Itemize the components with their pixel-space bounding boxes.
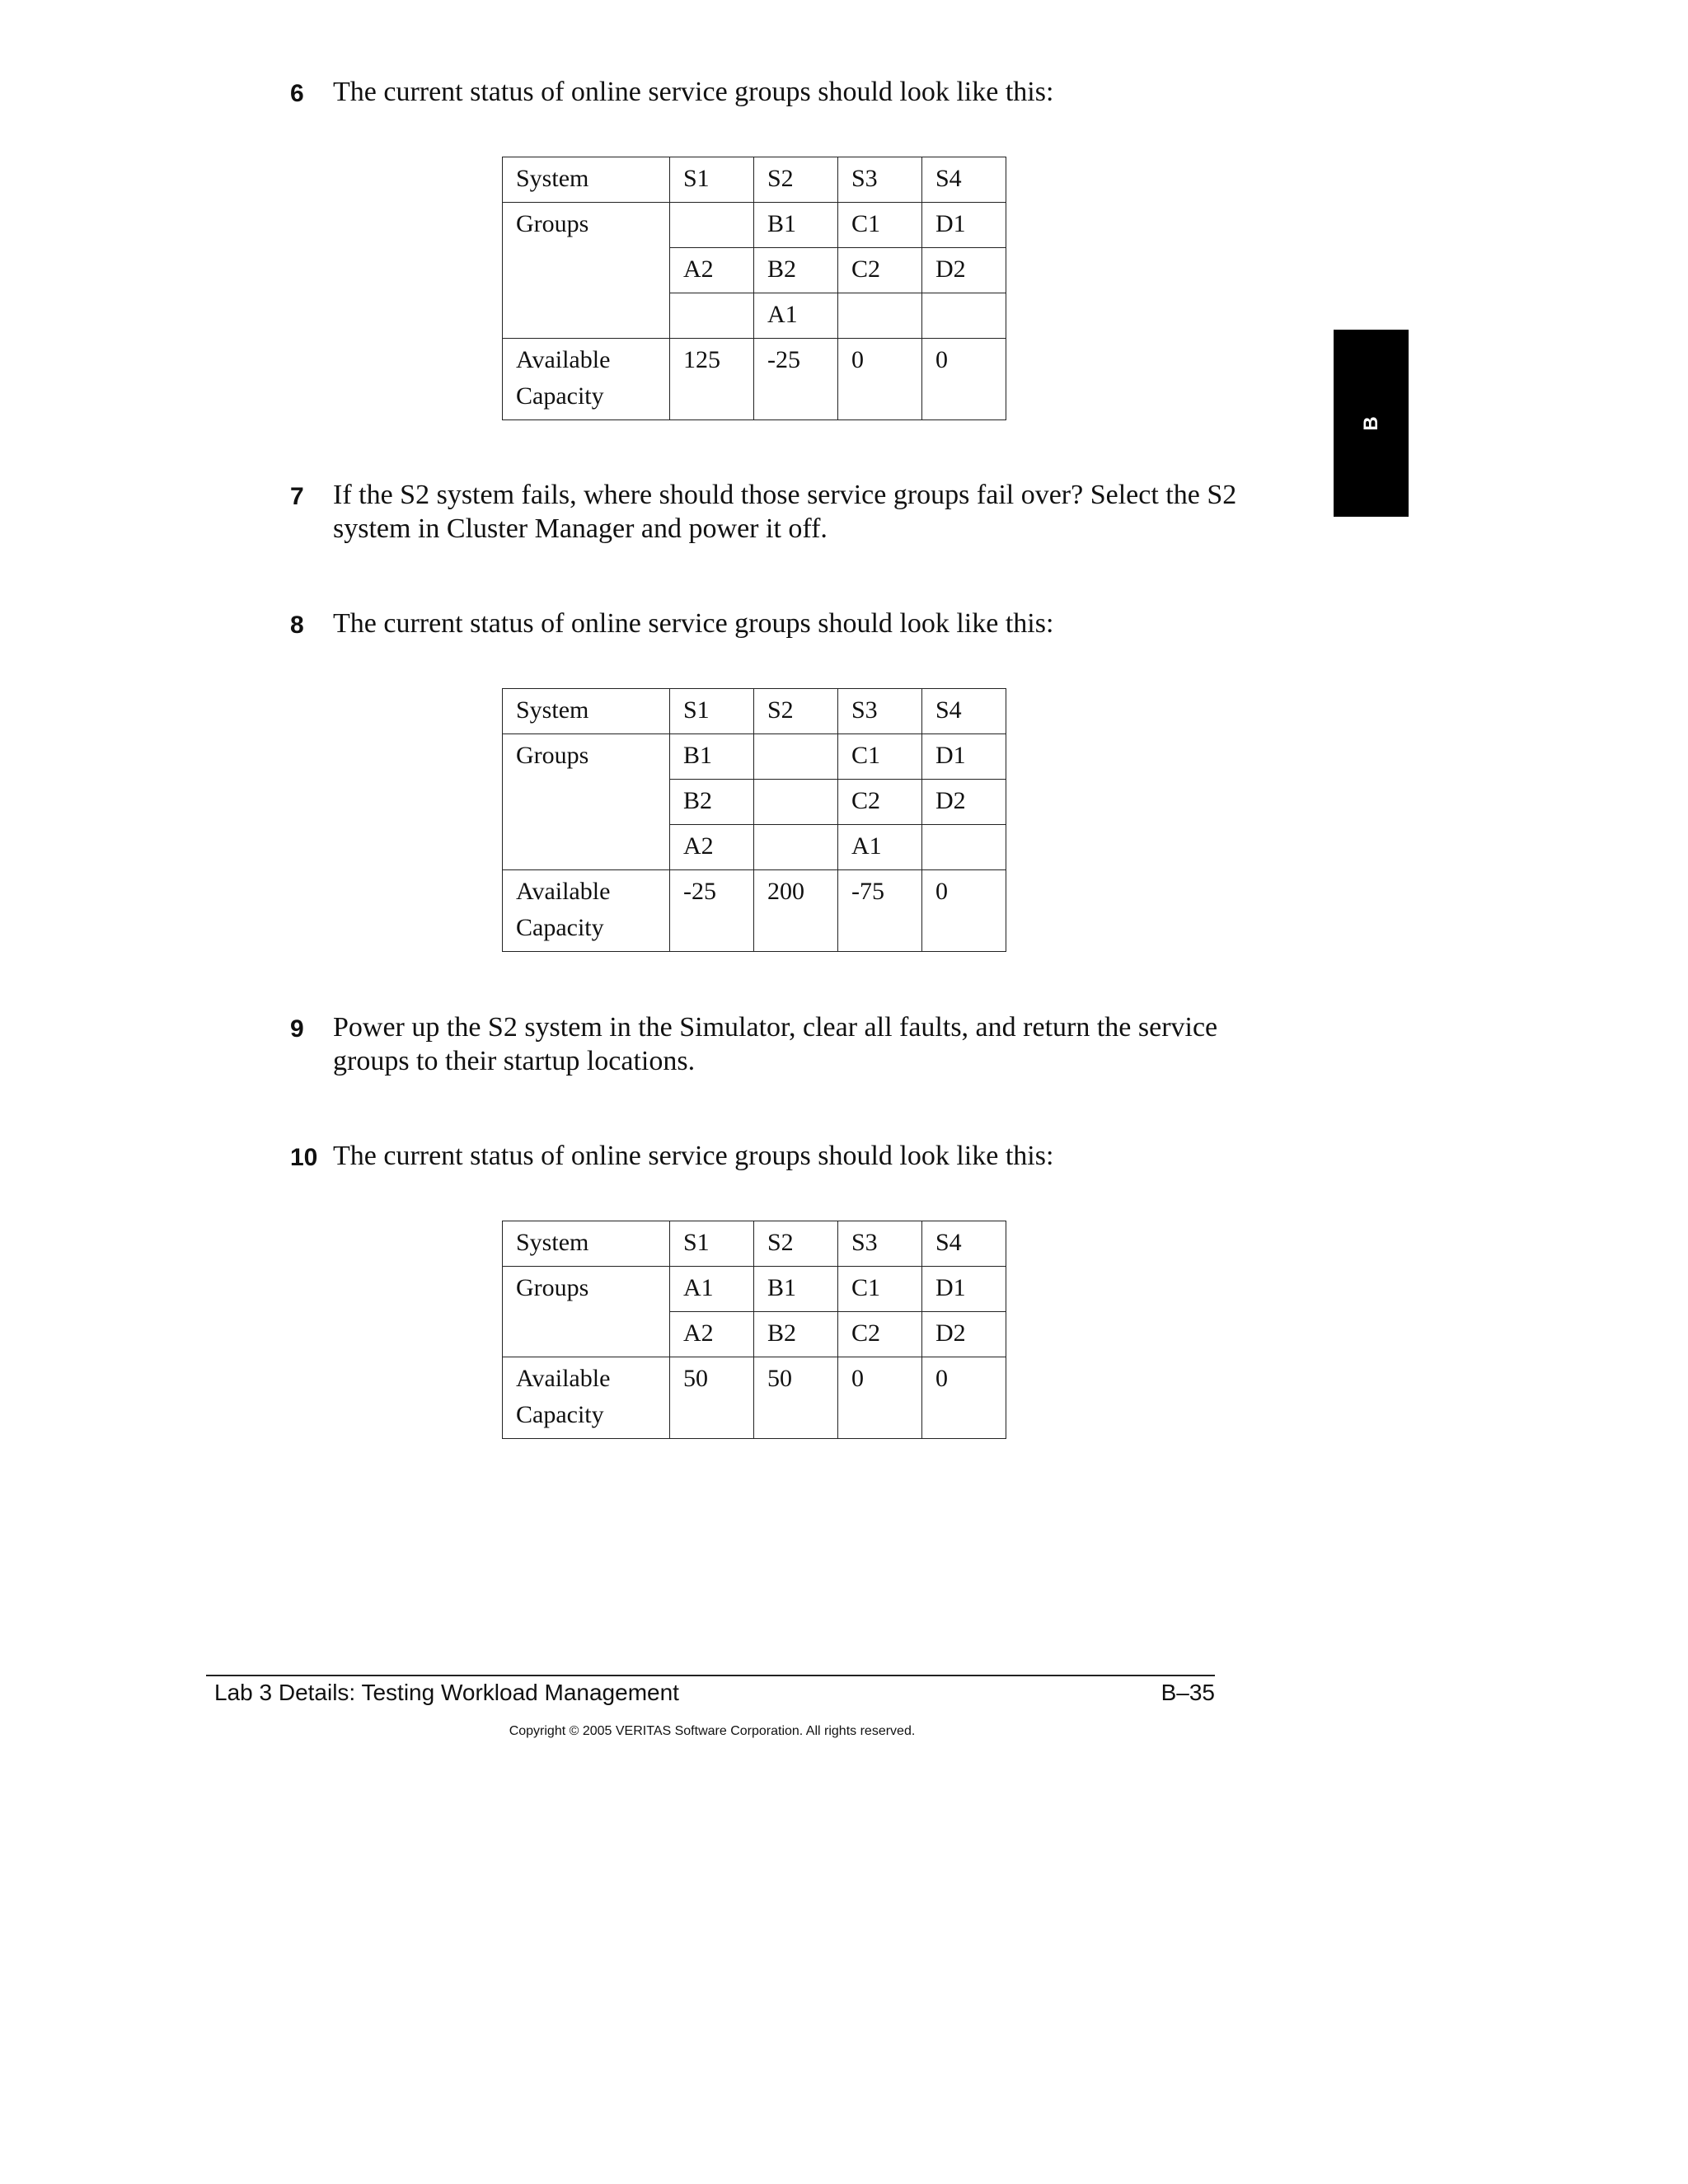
table-cell: B2 — [754, 248, 838, 293]
step-9 — [290, 1010, 1254, 1078]
table-row — [503, 157, 1006, 203]
table-cell — [670, 293, 754, 339]
step-number: 7 — [290, 483, 304, 510]
table-cell — [754, 780, 838, 825]
table-cell: S3 — [838, 1221, 922, 1267]
table-row — [503, 870, 1006, 952]
table-cell: D1 — [922, 203, 1006, 248]
side-tab-label: B — [1359, 415, 1382, 431]
table-cell: 0 — [838, 1357, 922, 1439]
table-cell: A2 — [670, 248, 754, 293]
table-cell: C2 — [838, 780, 922, 825]
table-cell: Available Capacity — [503, 870, 670, 952]
table-row — [503, 734, 1006, 780]
step-text: The current status of online service groups should look like this: — [333, 608, 1054, 639]
table-cell: Available Capacity — [503, 339, 670, 420]
table-cell: -25 — [670, 870, 754, 952]
step-6 — [290, 75, 1254, 109]
table-cell: S3 — [838, 689, 922, 734]
table-cell — [922, 293, 1006, 339]
step-number: 6 — [290, 80, 304, 107]
table-cell: S2 — [754, 689, 838, 734]
table-cell — [922, 825, 1006, 870]
table-cell: S2 — [754, 157, 838, 203]
table-cell: 200 — [754, 870, 838, 952]
table-cell: B1 — [670, 734, 754, 780]
status-table-2 — [502, 688, 1006, 952]
table-cell: 0 — [838, 339, 922, 420]
table-cell: System — [503, 157, 670, 203]
table-cell: Available Capacity — [503, 1357, 670, 1439]
table-cell: S2 — [754, 1221, 838, 1267]
table-cell: A2 — [670, 1312, 754, 1357]
table-row — [503, 1221, 1006, 1267]
table-cell — [754, 825, 838, 870]
step-text: The current status of online service groups should look like this: — [333, 77, 1054, 107]
table-cell: S4 — [922, 157, 1006, 203]
table-row — [503, 203, 1006, 248]
step-10 — [290, 1139, 1254, 1173]
table-cell: System — [503, 1221, 670, 1267]
table-cell: D1 — [922, 734, 1006, 780]
table-cell: S1 — [670, 157, 754, 203]
footer-title: Lab 3 Details: Testing Workload Management — [214, 1680, 679, 1705]
table-cell: Groups — [503, 734, 670, 870]
table-cell: C1 — [838, 203, 922, 248]
table-cell: System — [503, 689, 670, 734]
table-cell: D1 — [922, 1267, 1006, 1312]
table-cell: B1 — [754, 1267, 838, 1312]
table-cell: A1 — [754, 293, 838, 339]
page-number: B–35 — [1160, 1680, 1215, 1705]
table-cell: A1 — [670, 1267, 754, 1312]
step-8 — [290, 607, 1254, 640]
table-cell: S3 — [838, 157, 922, 203]
table-cell — [670, 203, 754, 248]
step-text: If the S2 system fails, where should those service groups fail over? Select the S2 system in Cluster Manager and power it off. — [333, 480, 1237, 544]
copyright-notice: Copyright © 2005 VERITAS Software Corporation. All rights reserved. — [509, 1724, 916, 1738]
table-cell: Groups — [503, 203, 670, 339]
step-text: Power up the S2 system in the Simulator, clear all faults, and return the service groups to their startup locations. — [333, 1012, 1218, 1076]
table-cell: A2 — [670, 825, 754, 870]
table-cell: -25 — [754, 339, 838, 420]
table-cell: S1 — [670, 689, 754, 734]
status-table-1 — [502, 157, 1006, 420]
step-7 — [290, 478, 1254, 546]
step-text: The current status of online service groups should look like this: — [333, 1141, 1054, 1171]
table-cell: D2 — [922, 248, 1006, 293]
table-cell: S1 — [670, 1221, 754, 1267]
table-cell: 0 — [922, 339, 1006, 420]
table-row — [503, 689, 1006, 734]
table-row — [503, 1357, 1006, 1439]
table-cell: C1 — [838, 1267, 922, 1312]
table-cell: B1 — [754, 203, 838, 248]
table-cell: Groups — [503, 1267, 670, 1357]
table-cell: 50 — [754, 1357, 838, 1439]
table-cell: 0 — [922, 870, 1006, 952]
footer-divider — [206, 1675, 1215, 1676]
table-cell: D2 — [922, 1312, 1006, 1357]
table-cell: S4 — [922, 1221, 1006, 1267]
table-cell: D2 — [922, 780, 1006, 825]
table-cell: B2 — [754, 1312, 838, 1357]
step-number: 9 — [290, 1015, 304, 1043]
table-cell: A1 — [838, 825, 922, 870]
table-cell: C1 — [838, 734, 922, 780]
table-cell: C2 — [838, 248, 922, 293]
step-number: 8 — [290, 612, 304, 639]
table-cell: 125 — [670, 339, 754, 420]
status-table-3 — [502, 1221, 1006, 1439]
table-row — [503, 1267, 1006, 1312]
table-cell — [754, 734, 838, 780]
table-row — [503, 339, 1006, 420]
table-cell — [838, 293, 922, 339]
table-cell: C2 — [838, 1312, 922, 1357]
table-cell: 50 — [670, 1357, 754, 1439]
table-cell: S4 — [922, 689, 1006, 734]
table-cell: B2 — [670, 780, 754, 825]
step-number: 10 — [290, 1144, 318, 1171]
table-cell: -75 — [838, 870, 922, 952]
table-cell: 0 — [922, 1357, 1006, 1439]
appendix-side-tab — [1334, 330, 1409, 517]
